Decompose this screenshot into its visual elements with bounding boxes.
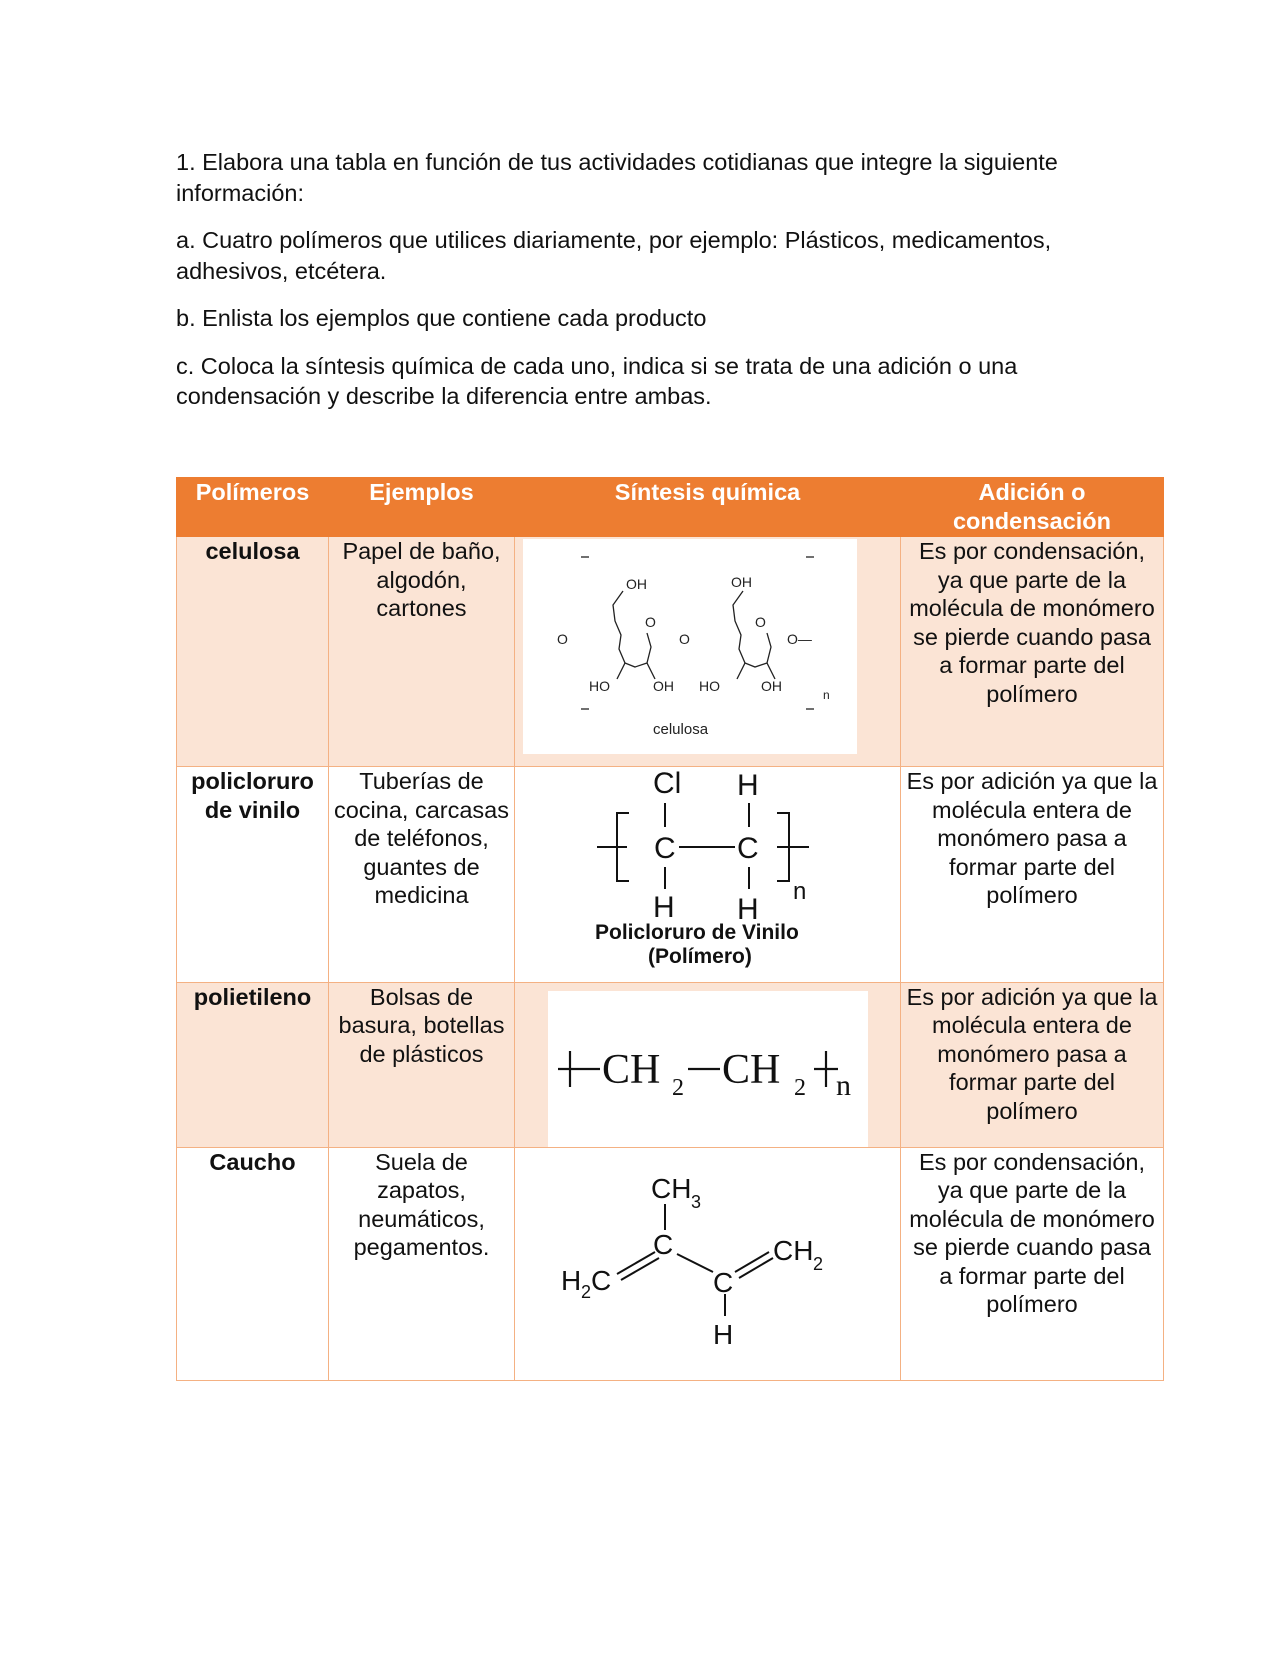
question-1: 1. Elabora una tabla en función de tus actividades cotidianas que integre la siguiente información: [176,149,1058,206]
iso-ch2: CH [773,1234,814,1266]
pvc-c-right: C [737,832,759,865]
iso-h2c-sub: 2 [581,1281,592,1302]
synthesis-cell [515,982,901,1147]
cellulose-n: n [823,688,830,702]
polymer-examples: Tuberías de cocina, carcasas de teléfonos, guantes de medicina [329,767,515,983]
header-ejemplos: Ejemplos [329,478,515,537]
iso-h2c-c: C [591,1264,612,1296]
polymer-type: Es por adición ya que la molécula entera de monómero pasa a formar parte del polímero [901,767,1164,983]
cellulose-o-5: O— [787,631,812,647]
iso-ch2-sub: 2 [813,1253,824,1274]
cellulose-oh-4: OH [761,678,782,694]
item-c: c. Coloca la síntesis química de cada uno, indica si se trata de una adición o una condensación y describe la diferencia entre ambas. [176,352,1018,409]
isoprene-structure-image [515,1148,901,1374]
synthesis-cell [515,537,901,767]
synthesis-cell [515,1147,901,1381]
pe-sub-a: 2 [671,1074,684,1101]
cellulose-structure-image [523,539,857,754]
cellulose-ho-1: HO [589,678,610,694]
cellulose-oh-1: OH [626,576,647,592]
instructions [176,147,1096,429]
table-row [177,537,1164,767]
iso-ch3-sub: 3 [691,1191,702,1212]
iso-c-top: C [653,1228,674,1260]
pe-ch-b: CH [721,1046,780,1093]
pvc-n: n [793,878,807,905]
header-tipo: Adición o condensación [901,478,1164,537]
pvc-structure-image [515,767,901,975]
iso-ch3: CH [651,1172,692,1204]
iso-c-mid: C [713,1266,734,1298]
iso-h2c: H [561,1264,582,1296]
pe-ch-a: CH [601,1046,660,1093]
pvc-h-bottom-left: H [653,891,675,924]
header-polimeros: Polímeros [177,478,329,537]
polymer-examples: Papel de baño, algodón, cartones [329,537,515,767]
item-b: b. Enlista los ejemplos que contiene cada producto [176,305,707,331]
polymer-type: Es por adición ya que la molécula entera de monómero pasa a formar parte del polímero [901,982,1164,1147]
pe-n: n [835,1068,851,1102]
polymer-examples: Suela de zapatos, neumáticos, pegamentos. [329,1147,515,1381]
table-row [177,1147,1164,1381]
cellulose-oh-3: OH [653,678,674,694]
pvc-h-top: H [737,769,759,802]
polymer-type: Es por condensación, ya que parte de la molécula de monómero se pierde cuando pasa a formar parte del polímero [901,1147,1164,1381]
polymer-examples: Bolsas de basura, botellas de plásticos [329,982,515,1147]
cellulose-caption: celulosa [653,721,709,738]
cellulose-o-1: O [557,631,568,647]
pvc-c-left: C [654,832,676,865]
table-header-row [177,478,1164,537]
synthesis-cell [515,767,901,983]
table-row [177,982,1164,1147]
polymer-type: Es por condensación, ya que parte de la molécula de monómero se pierde cuando pasa a formar parte del polímero [901,537,1164,767]
polymer-table [176,477,1164,1381]
cellulose-ho-2: HO [699,678,720,694]
cellulose-o-3: O [679,631,690,647]
cellulose-oh-2: OH [731,574,752,590]
polymer-name: Caucho [177,1147,329,1381]
polymer-name: policloruro de vinilo [177,767,329,983]
pvc-caption-2: (Polímero) [648,945,752,968]
pvc-caption: Policloruro de Vinilo [595,921,799,944]
iso-h-bottom: H [713,1318,734,1350]
polymer-name: polietileno [177,982,329,1147]
polymer-name: celulosa [177,537,329,767]
pvc-h-bottom-right: H [737,893,759,926]
cellulose-o-4: O [755,614,766,630]
pe-sub-b: 2 [793,1074,806,1101]
table-row [177,767,1164,983]
polyethylene-structure-image [548,991,868,1147]
pvc-cl: Cl [653,767,682,800]
header-sintesis: Síntesis química [515,478,901,537]
item-a: a. Cuatro polímeros que utilices diariamente, por ejemplo: Plásticos, medicamentos, adhesivos, etcétera. [176,227,1052,284]
cellulose-o-2: O [645,614,656,630]
